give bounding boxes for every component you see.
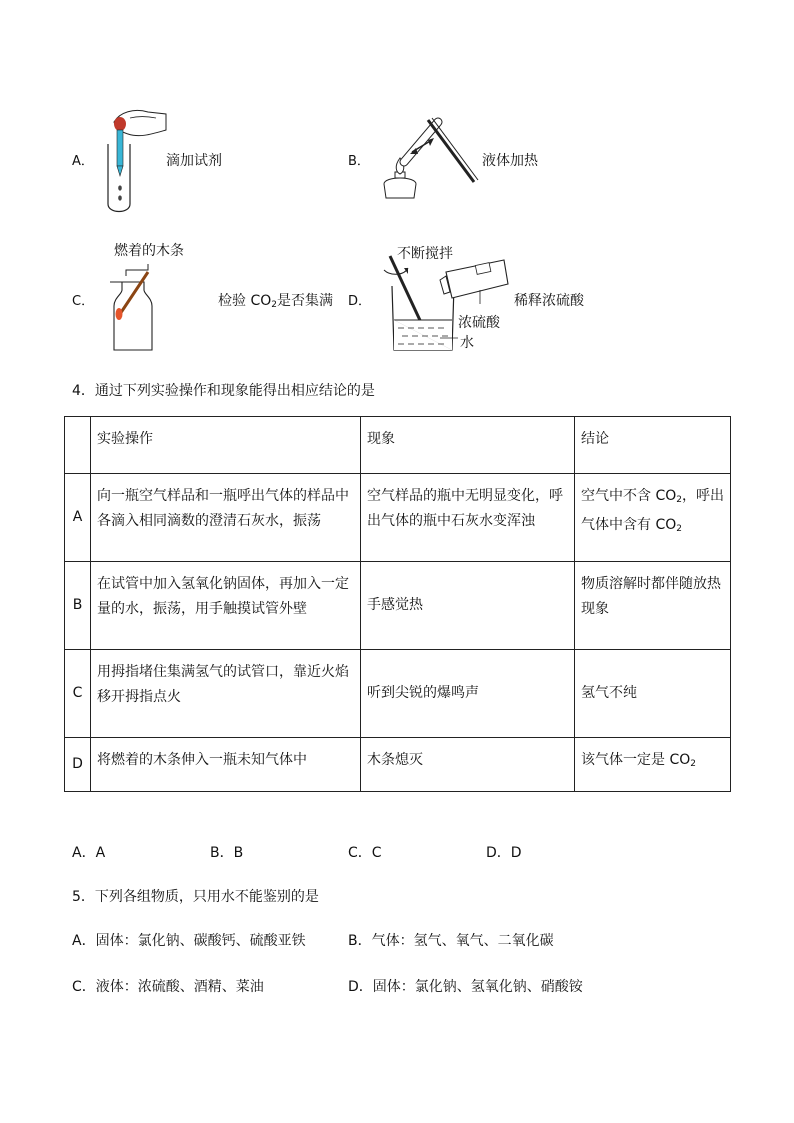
gas-collection-bottle-figure xyxy=(104,262,160,354)
row-label: C xyxy=(65,650,91,738)
dilution-beaker-figure xyxy=(380,246,518,356)
test-tube-heating-figure xyxy=(374,112,484,210)
table-row xyxy=(65,650,731,738)
q5-choice-b[interactable]: B．气体：氢气、氧气、二氧化碳 xyxy=(348,933,554,949)
conclusion-cell: 物质溶解时都伴随放热现象 xyxy=(575,562,731,650)
table-row xyxy=(65,562,731,650)
conclusion-cell: 该气体一定是 $CO_2$ xyxy=(575,738,731,792)
table-header-cell: 结论 xyxy=(575,417,731,474)
table-row xyxy=(65,474,731,562)
phenomenon-cell: 空气样品的瓶中无明显变化，呼出气体的瓶中石灰水变浑浊 xyxy=(361,474,575,562)
row-label: A xyxy=(65,474,91,562)
q3-option-d-stir-label: 不断搅拌 xyxy=(397,246,453,262)
row-label: D xyxy=(65,738,91,792)
q5-stem: 5．下列各组物质，只用水不能鉴别的是 xyxy=(72,889,319,905)
phenomenon-cell: 听到尖锐的爆鸣声 xyxy=(361,650,575,738)
table-header-row xyxy=(65,417,731,474)
q3-option-a-letter: A． xyxy=(72,154,94,169)
q3-option-d-caption: 稀释浓硫酸 xyxy=(514,293,584,309)
table-row xyxy=(65,738,731,792)
table-header-cell: 实验操作 xyxy=(91,417,361,474)
table-header-cell: 现象 xyxy=(361,417,575,474)
q3-option-b-caption: 液体加热 xyxy=(482,153,538,169)
q4-choice-c[interactable]: C．C xyxy=(348,845,382,861)
phenomenon-cell: 手感觉热 xyxy=(361,562,575,650)
q4-choice-a[interactable]: A．A xyxy=(72,845,106,861)
table-header-cell xyxy=(65,417,91,474)
dropper-figure xyxy=(100,104,170,216)
conclusion-cell: 氢气不纯 xyxy=(575,650,731,738)
phenomenon-cell: 木条熄灭 xyxy=(361,738,575,792)
operation-cell: 将燃着的木条伸入一瓶未知气体中 xyxy=(91,738,361,792)
operation-cell: 在试管中加入氢氧化钠固体，再加入一定量的水，振荡，用手触摸试管外壁 xyxy=(91,562,361,650)
operation-cell: 向一瓶空气样品和一瓶呼出气体的样品中各滴入相同滴数的澄清石灰水，振荡 xyxy=(91,474,361,562)
q5-choice-a[interactable]: A．固体：氯化钠、碳酸钙、硫酸亚铁 xyxy=(72,933,306,949)
q3-option-c-letter: C． xyxy=(72,294,95,309)
q4-stem: 4．通过下列实验操作和现象能得出相应结论的是 xyxy=(72,383,375,399)
q5-choice-c[interactable]: C．液体：浓硫酸、酒精、菜油 xyxy=(72,979,264,995)
operation-cell: 用拇指堵住集满氢气的试管口，靠近火焰移开拇指点火 xyxy=(91,650,361,738)
q3-option-a-caption: 滴加试剂 xyxy=(166,153,222,169)
q4-choice-d[interactable]: D．D xyxy=(486,845,522,861)
q3-option-d-water-label: 水 xyxy=(460,335,474,351)
q4-choice-b[interactable]: B．B xyxy=(210,845,244,861)
q3-option-b-letter: B． xyxy=(348,154,370,169)
row-label: B xyxy=(65,562,91,650)
conclusion-cell: 空气中不含 $CO_2$，呼出气体中含有 $CO_2$ xyxy=(575,474,731,562)
q5-choice-d[interactable]: D．固体：氯化钠、氢氧化钠、硝酸铵 xyxy=(348,979,583,995)
q3-option-d-letter: D． xyxy=(348,294,372,309)
q3-option-c-caption: 检验 $CO_2$是否集满 xyxy=(218,293,333,310)
q4-experiment-table xyxy=(64,416,731,792)
q3-option-d-acid-label: 浓硫酸 xyxy=(458,315,500,331)
q3-option-c-figure-label: 燃着的木条 xyxy=(114,243,184,259)
